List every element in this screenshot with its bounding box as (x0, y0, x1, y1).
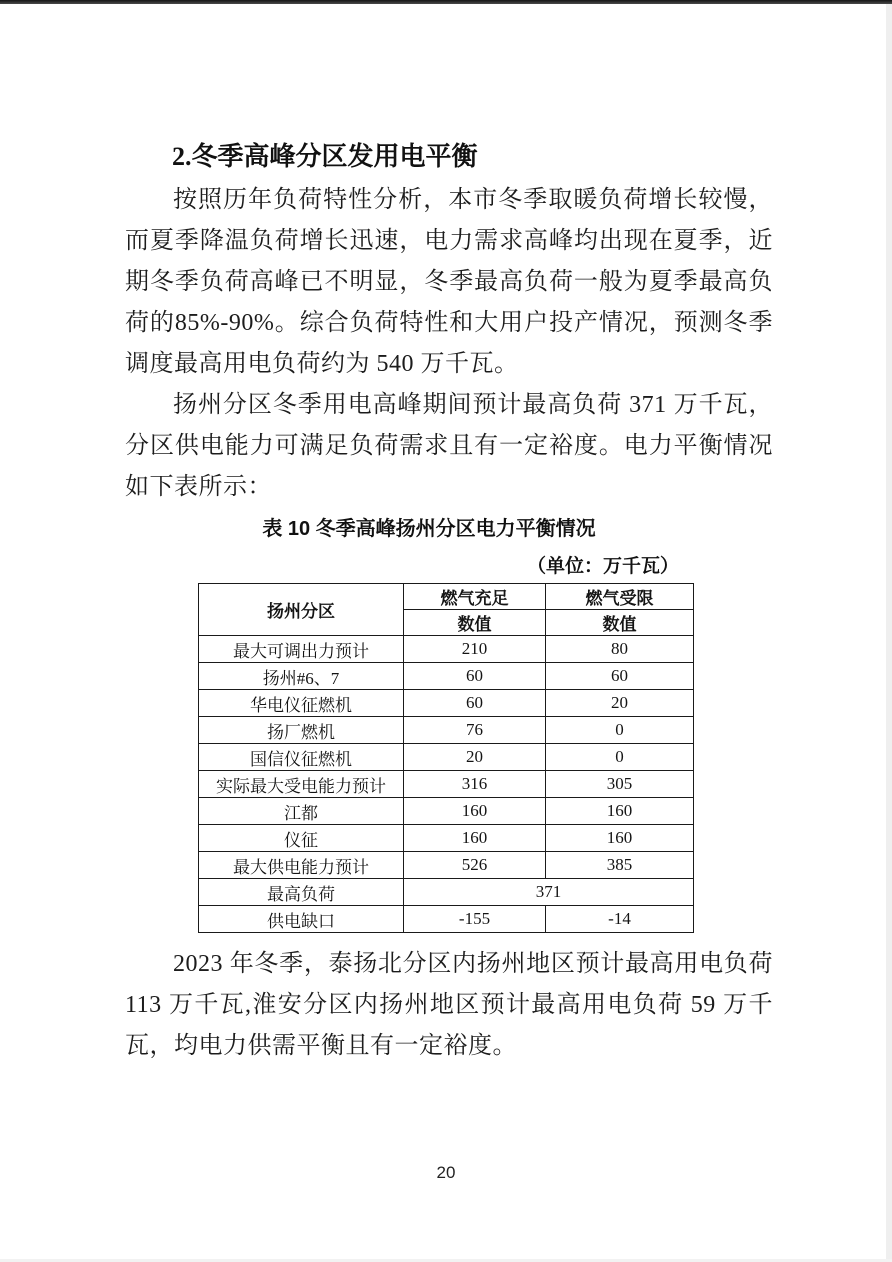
row-label: 最大供电能力预计 (199, 852, 404, 879)
table-header-row-1 (199, 584, 694, 610)
section-heading: 2.冬季高峰分区发用电平衡 (172, 142, 478, 171)
table-caption: 表 10 冬季高峰扬州分区电力平衡情况 (262, 518, 596, 540)
row-label: 实际最大受电能力预计 (199, 771, 404, 798)
header-gas-limited: 燃气受限 (546, 584, 694, 610)
table-row (199, 690, 694, 717)
subheader-value-1: 数值 (404, 610, 546, 636)
paragraph-1: 按照历年负荷特性分析，本市冬季取暖负荷增长较慢，而夏季降温负荷增长迅速，电力需求高峰均出现在夏季，近期冬季负荷高峰已不明显，冬季最高负荷一般为夏季最高负荷的85%-90%。综合负荷特性和大用户投产情况，预测冬季调度最高用电负荷约为 540 万千瓦。 (125, 187, 773, 377)
table-row-deficit (199, 906, 694, 933)
row-value-sufficient: -155 (404, 906, 546, 933)
paragraph-2: 扬州分区冬季用电高峰期间预计最高负荷 371 万千瓦，分区供电能力可满足负荷需求且有一定裕度。电力平衡情况如下表所示： (125, 392, 773, 500)
table-row (199, 825, 694, 852)
row-value-sufficient: 60 (404, 663, 546, 690)
row-label: 最大可调出力预计 (199, 636, 404, 663)
row-value-merged: 371 (404, 879, 694, 906)
table-row (199, 717, 694, 744)
row-value-limited: 60 (546, 663, 694, 690)
row-label: 国信仪征燃机 (199, 744, 404, 771)
row-value-limited: 160 (546, 825, 694, 852)
row-value-sufficient: 20 (404, 744, 546, 771)
row-value-limited: 160 (546, 798, 694, 825)
row-value-limited: 80 (546, 636, 694, 663)
row-value-sufficient: 160 (404, 798, 546, 825)
row-value-limited: 0 (546, 717, 694, 744)
table-row (199, 771, 694, 798)
row-value-limited: -14 (546, 906, 694, 933)
row-value-limited: 0 (546, 744, 694, 771)
table-row (199, 744, 694, 771)
header-gas-sufficient: 燃气充足 (404, 584, 546, 610)
row-value-sufficient: 76 (404, 717, 546, 744)
row-label: 扬厂燃机 (199, 717, 404, 744)
table-unit-note: （单位：万千瓦） (526, 556, 679, 577)
row-value-limited: 20 (546, 690, 694, 717)
row-value-sufficient: 526 (404, 852, 546, 879)
paragraph-3: 2023 年冬季，泰扬北分区内扬州地区预计最高用电负荷 113 万千瓦,淮安分区内扬州地区预计最高用电负荷 59 万千瓦，均电力供需平衡且有一定裕度。 (125, 951, 773, 1059)
table-row (199, 852, 694, 879)
row-value-sufficient: 160 (404, 825, 546, 852)
text-block (125, 138, 773, 1067)
table-row-max-load (199, 879, 694, 906)
row-label: 供电缺口 (199, 906, 404, 933)
row-value-limited: 385 (546, 852, 694, 879)
row-value-sufficient: 60 (404, 690, 546, 717)
page-number: 20 (436, 1163, 456, 1182)
table-row (199, 798, 694, 825)
row-label: 华电仪征燃机 (199, 690, 404, 717)
table-row (199, 663, 694, 690)
table-block (125, 516, 773, 933)
scan-edge-right (886, 4, 892, 1262)
row-value-sufficient: 316 (404, 771, 546, 798)
header-region: 扬州分区 (199, 584, 404, 636)
row-label: 仪征 (199, 825, 404, 852)
row-label: 江都 (199, 798, 404, 825)
row-value-limited: 305 (546, 771, 694, 798)
scan-edge-top (0, 0, 892, 4)
row-label: 最高负荷 (199, 879, 404, 906)
subheader-value-2: 数值 (546, 610, 694, 636)
row-label: 扬州#6、7 (199, 663, 404, 690)
table-row (199, 636, 694, 663)
power-balance-table (198, 583, 694, 933)
row-value-sufficient: 210 (404, 636, 546, 663)
